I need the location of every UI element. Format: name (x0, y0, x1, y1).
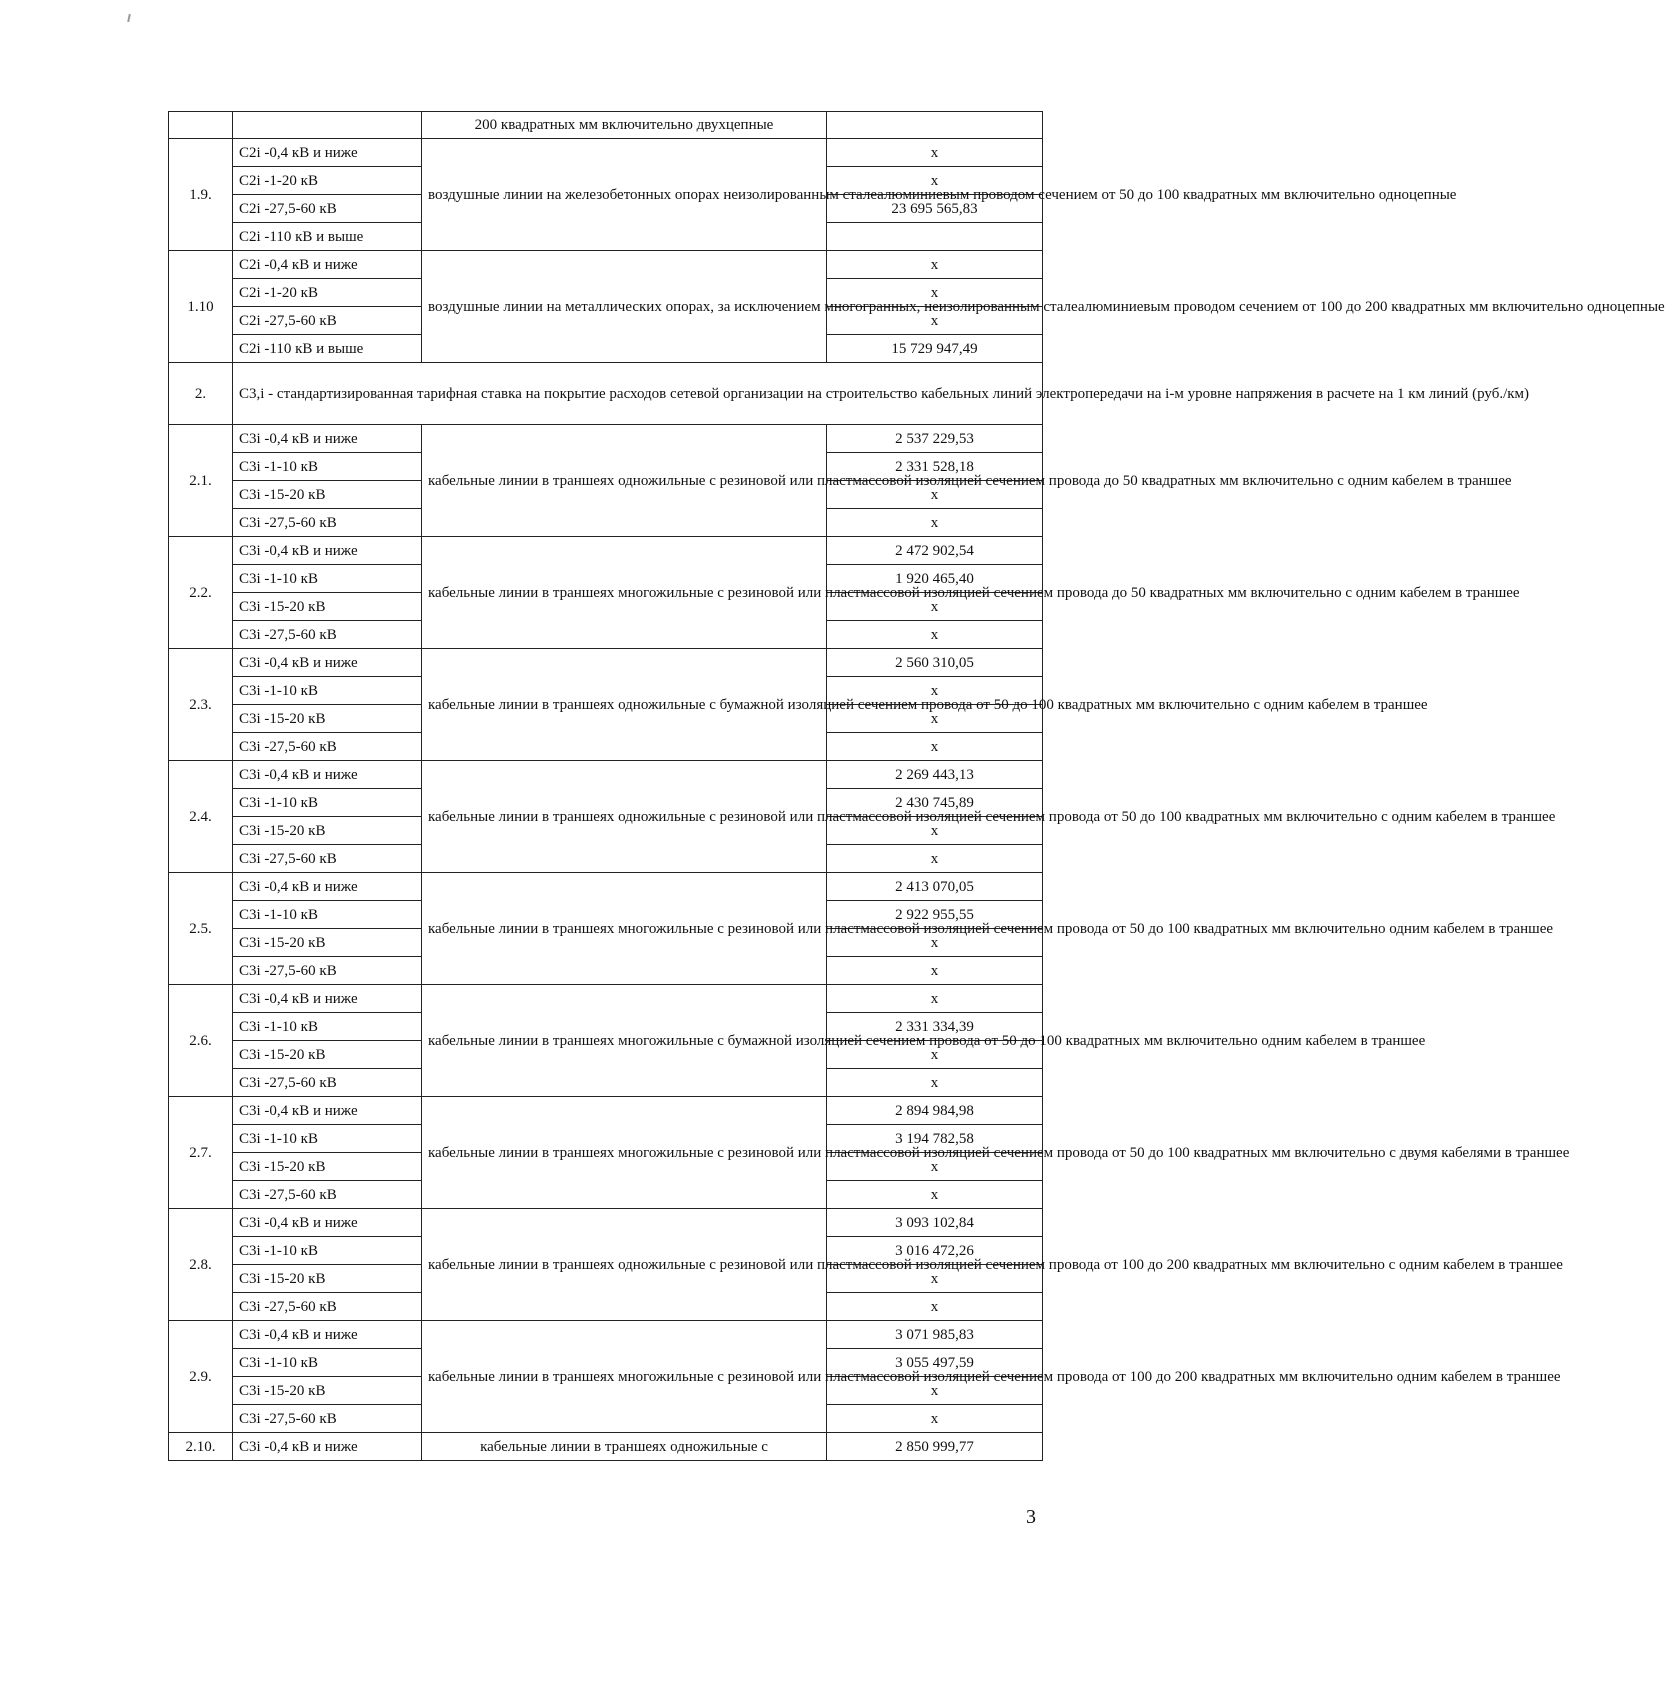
table-row (169, 139, 1043, 167)
rate-code-cell: C3i -15-20 кВ (233, 481, 422, 509)
rate-code-cell: C3i -1-10 кВ (233, 453, 422, 481)
value-cell: 2 894 984,98 (827, 1097, 1043, 1125)
rate-code-cell: C3i -27,5-60 кВ (233, 509, 422, 537)
value-cell: x (827, 1405, 1043, 1433)
value-cell (827, 112, 1043, 139)
tariff-table (168, 111, 1665, 1461)
rate-code-cell: C3i -27,5-60 кВ (233, 1293, 422, 1321)
row-number-cell: 2.3. (169, 649, 233, 761)
value-cell: 2 331 528,18 (827, 453, 1043, 481)
rate-code-cell: C2i -0,4 кВ и ниже (233, 139, 422, 167)
value-cell: x (827, 1153, 1043, 1181)
value-cell: 3 071 985,83 (827, 1321, 1043, 1349)
table-row (169, 985, 1043, 1013)
table-row (169, 1097, 1043, 1125)
rate-code-cell: C2i -1-20 кВ (233, 279, 422, 307)
row-number-cell: 2.6. (169, 985, 233, 1097)
value-cell: x (827, 251, 1043, 279)
value-cell: x (827, 279, 1043, 307)
value-cell (827, 223, 1043, 251)
value-cell: x (827, 509, 1043, 537)
description-cell: кабельные линии в траншеях одножильные с бумажной изоляцией сечением провода от 50 до 100 квадратных мм включительно с одним кабелем в траншее (422, 649, 827, 761)
value-cell: x (827, 845, 1043, 873)
rate-code-cell: C2i -27,5-60 кВ (233, 307, 422, 335)
row-number-cell: 1.9. (169, 139, 233, 251)
value-cell: 3 055 497,59 (827, 1349, 1043, 1377)
rate-code-cell: C3i -1-10 кВ (233, 1125, 422, 1153)
rate-code-cell: C3i -1-10 кВ (233, 1349, 422, 1377)
table-row (169, 1433, 1043, 1461)
value-cell: x (827, 957, 1043, 985)
value-cell: 2 537 229,53 (827, 425, 1043, 453)
value-cell: 2 413 070,05 (827, 873, 1043, 901)
rate-code-cell (233, 112, 422, 139)
value-cell: 2 922 955,55 (827, 901, 1043, 929)
rate-code-cell: C3i -0,4 кВ и ниже (233, 425, 422, 453)
value-cell: x (827, 1181, 1043, 1209)
value-cell: x (827, 677, 1043, 705)
row-number-cell: 2.2. (169, 537, 233, 649)
value-cell: x (827, 307, 1043, 335)
table-row (169, 112, 1043, 139)
row-number-cell: 2.1. (169, 425, 233, 537)
rate-code-cell: C3i -27,5-60 кВ (233, 957, 422, 985)
rate-code-cell: C3i -0,4 кВ и ниже (233, 1321, 422, 1349)
rate-code-cell: C3i -27,5-60 кВ (233, 1069, 422, 1097)
table-row (169, 425, 1043, 453)
rate-code-cell: C3i -27,5-60 кВ (233, 621, 422, 649)
description-cell: кабельные линии в траншеях многожильные с резиновой или пластмассовой изоляцией сечением провода от 50 до 100 квадратных мм включительно одним кабелем в траншее (422, 873, 827, 985)
section-number-cell: 2. (169, 363, 233, 425)
rate-code-cell: C3i -1-10 кВ (233, 1237, 422, 1265)
rate-code-cell: C3i -0,4 кВ и ниже (233, 985, 422, 1013)
value-cell: 2 472 902,54 (827, 537, 1043, 565)
row-number-cell: 2.9. (169, 1321, 233, 1433)
value-cell: x (827, 705, 1043, 733)
description-cell: кабельные линии в траншеях одножильные с резиновой или пластмассовой изоляцией сечением провода от 50 до 100 квадратных мм включительно с одним кабелем в траншее (422, 761, 827, 873)
value-cell: 2 560 310,05 (827, 649, 1043, 677)
description-cell: кабельные линии в траншеях многожильные с резиновой или пластмассовой изоляцией сечением провода до 50 квадратных мм включительно с одним кабелем в траншее (422, 537, 827, 649)
table-row (169, 873, 1043, 901)
value-cell: x (827, 481, 1043, 509)
value-cell: x (827, 1041, 1043, 1069)
value-cell: x (827, 1377, 1043, 1405)
value-cell: x (827, 817, 1043, 845)
value-cell: 2 430 745,89 (827, 789, 1043, 817)
tariff-table-body (169, 112, 1665, 1461)
value-cell: 15 729 947,49 (827, 335, 1043, 363)
value-cell: x (827, 1293, 1043, 1321)
value-cell: x (827, 733, 1043, 761)
value-cell: 1 920 465,40 (827, 565, 1043, 593)
table-row (169, 761, 1043, 789)
rate-code-cell: C3i -1-10 кВ (233, 1013, 422, 1041)
value-cell: x (827, 985, 1043, 1013)
value-cell: x (827, 1069, 1043, 1097)
rate-code-cell: C3i -1-10 кВ (233, 677, 422, 705)
value-cell: 3 016 472,26 (827, 1237, 1043, 1265)
rate-code-cell: C3i -27,5-60 кВ (233, 733, 422, 761)
value-cell: 3 093 102,84 (827, 1209, 1043, 1237)
rate-code-cell: C3i -15-20 кВ (233, 1153, 422, 1181)
rate-code-cell: C3i -27,5-60 кВ (233, 845, 422, 873)
description-cell: кабельные линии в траншеях многожильные с резиновой или пластмассовой изоляцией сечением провода от 50 до 100 квадратных мм включительно с двумя кабелями в траншее (422, 1097, 827, 1209)
rate-code-cell: C2i -0,4 кВ и ниже (233, 251, 422, 279)
rate-code-cell: C2i -110 кВ и выше (233, 335, 422, 363)
description-cell: кабельные линии в траншеях одножильные с (422, 1433, 827, 1461)
table-row (169, 537, 1043, 565)
rate-code-cell: C3i -15-20 кВ (233, 1377, 422, 1405)
value-cell: x (827, 929, 1043, 957)
row-number-cell: 1.10 (169, 251, 233, 363)
value-cell: x (827, 593, 1043, 621)
rate-code-cell: C3i -0,4 кВ и ниже (233, 1209, 422, 1237)
value-cell: x (827, 139, 1043, 167)
section-row (169, 363, 1043, 425)
row-number-cell (169, 112, 233, 139)
rate-code-cell: C2i -27,5-60 кВ (233, 195, 422, 223)
value-cell: 2 269 443,13 (827, 761, 1043, 789)
rate-code-cell: C3i -1-10 кВ (233, 789, 422, 817)
value-cell: x (827, 1265, 1043, 1293)
table-row (169, 1321, 1043, 1349)
rate-code-cell: C3i -0,4 кВ и ниже (233, 873, 422, 901)
rate-code-cell: C3i -27,5-60 кВ (233, 1181, 422, 1209)
row-number-cell: 2.8. (169, 1209, 233, 1321)
rate-code-cell: C3i -15-20 кВ (233, 1041, 422, 1069)
table-row (169, 251, 1043, 279)
rate-code-cell: C3i -1-10 кВ (233, 565, 422, 593)
description-cell: воздушные линии на металлических опорах, за исключением многогранных, неизолированным сталеалюминиевым проводом сечением от 100 до 200 квадратных мм включительно одноцепные (422, 251, 827, 363)
row-number-cell: 2.5. (169, 873, 233, 985)
rate-code-cell: C3i -0,4 кВ и ниже (233, 1097, 422, 1125)
rate-code-cell: C3i -0,4 кВ и ниже (233, 537, 422, 565)
rate-code-cell: C3i -0,4 кВ и ниже (233, 1433, 422, 1461)
rate-code-cell: C3i -0,4 кВ и ниже (233, 649, 422, 677)
rate-code-cell: C3i -15-20 кВ (233, 929, 422, 957)
rate-code-cell: C3i -15-20 кВ (233, 1265, 422, 1293)
description-cell: 200 квадратных мм включительно двухцепные (422, 112, 827, 139)
description-cell: кабельные линии в траншеях одножильные с резиновой или пластмассовой изоляцией сечением провода от 100 до 200 квадратных мм включительно с одним кабелем в траншее (422, 1209, 827, 1321)
description-cell: кабельные линии в траншеях многожильные с резиновой или пластмассовой изоляцией сечением провода от 100 до 200 квадратных мм включительно одним кабелем в траншее (422, 1321, 827, 1433)
rate-code-cell: C2i -110 кВ и выше (233, 223, 422, 251)
row-number-cell: 2.10. (169, 1433, 233, 1461)
description-cell: воздушные линии на железобетонных опорах неизолированным сталеалюминиевым проводом сечением от 50 до 100 квадратных мм включительно одноцепные (422, 139, 827, 251)
rate-code-cell: C3i -15-20 кВ (233, 705, 422, 733)
rate-code-cell: C3i -15-20 кВ (233, 817, 422, 845)
rate-code-cell: C3i -27,5-60 кВ (233, 1405, 422, 1433)
rate-code-cell: C3i -0,4 кВ и ниже (233, 761, 422, 789)
table-row (169, 649, 1043, 677)
value-cell: x (827, 621, 1043, 649)
rate-code-cell: C2i -1-20 кВ (233, 167, 422, 195)
page-number: 3 (1026, 1506, 1036, 1528)
rate-code-cell: C3i -1-10 кВ (233, 901, 422, 929)
table-row (169, 1209, 1043, 1237)
description-cell: кабельные линии в траншеях многожильные с бумажной изоляцией сечением провода от 50 до 100 квадратных мм включительно одним кабелем в траншее (422, 985, 827, 1097)
row-number-cell: 2.4. (169, 761, 233, 873)
scan-artifact (127, 14, 131, 22)
rate-code-cell: C3i -15-20 кВ (233, 593, 422, 621)
value-cell: 2 850 999,77 (827, 1433, 1043, 1461)
section-title-cell: C3,i - стандартизированная тарифная ставка на покрытие расходов сетевой организации на строительство кабельных линий электропередачи на i-м уровне напряжения в расчете на 1 км линий (руб./км) (233, 363, 1043, 425)
value-cell: x (827, 167, 1043, 195)
value-cell: 2 331 334,39 (827, 1013, 1043, 1041)
row-number-cell: 2.7. (169, 1097, 233, 1209)
value-cell: 3 194 782,58 (827, 1125, 1043, 1153)
description-cell: кабельные линии в траншеях одножильные с резиновой или пластмассовой изоляцией сечением провода до 50 квадратных мм включительно с одним кабелем в траншее (422, 425, 827, 537)
value-cell: 23 695 565,83 (827, 195, 1043, 223)
